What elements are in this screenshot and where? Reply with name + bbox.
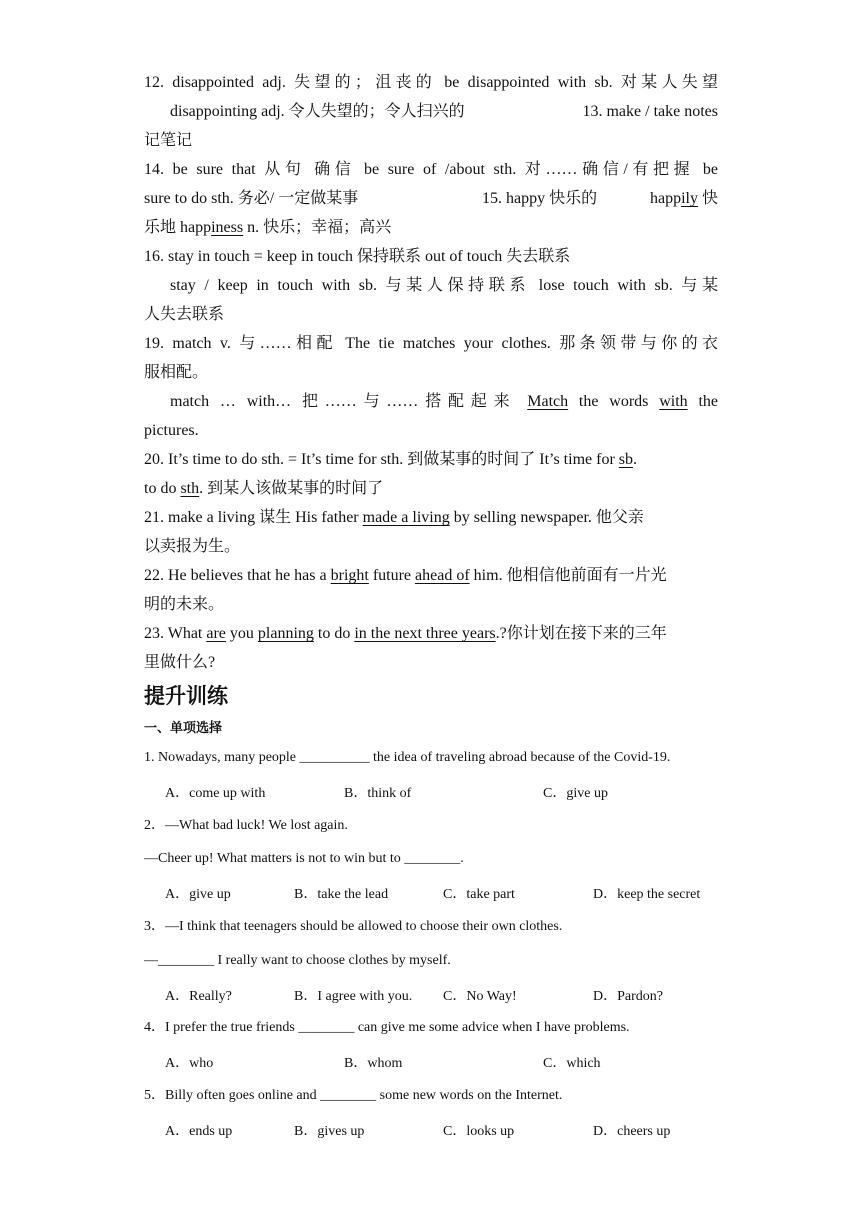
- note-line-16c: 人失去联系: [144, 306, 225, 323]
- note-line-19: 19. match v. 与……相配 The tie matches your clothes. 那条领带与你的衣: [144, 335, 718, 352]
- question-4-stem: 4．I prefer the true friends ________ can give me some advice when I have problems.: [144, 1020, 630, 1035]
- question-4-option-c[interactable]: C．which: [543, 1056, 601, 1071]
- note-line-16: 16. stay in touch = keep in touch 保持联系 out of touch 失去联系: [144, 248, 571, 265]
- note-line-23: 23. What are you planning to do in the next three years.?你计划在接下来的三年: [144, 625, 667, 642]
- question-3-option-c[interactable]: C．No Way!: [443, 989, 517, 1004]
- question-2-option-a[interactable]: A．give up: [165, 887, 231, 902]
- question-5-option-c[interactable]: C．looks up: [443, 1124, 515, 1139]
- question-2-stem: 2．—What bad luck! We lost again.: [144, 818, 348, 833]
- note-line-21: 21. make a living 谋生 His father made a living by selling newspaper. 他父亲: [144, 509, 644, 526]
- note-line-22b: 明的未来。: [144, 596, 225, 613]
- question-1-option-c[interactable]: C．give up: [543, 786, 608, 801]
- question-1-option-a[interactable]: A．come up with: [165, 786, 266, 801]
- note-line-12: 12. disappointed adj. 失望的；沮丧的 be disappointed with sb. 对某人失望: [144, 74, 718, 91]
- note-line-20: 20. It’s time to do sth. = It’s time for sth. 到做某事的时间了 It’s time for sb.: [144, 451, 638, 468]
- note-line-23b: 里做什么?: [144, 654, 216, 671]
- subsection-title: 一、单项选择: [144, 721, 223, 736]
- question-3-stem: 3．—I think that teenagers should be allowed to choose their own clothes.: [144, 919, 563, 934]
- question-2-option-d[interactable]: D．keep the secret: [593, 887, 701, 902]
- question-3-stem-reply: —________ I really want to choose clothes by myself.: [144, 953, 451, 968]
- note-line-14: 14. be sure that 从句 确信 be sure of /about sth. 对……确信/有把握 be: [144, 161, 718, 178]
- question-2-option-c[interactable]: C．take part: [443, 887, 515, 902]
- note-line-19b: 服相配。: [144, 364, 209, 381]
- question-5-option-b[interactable]: B．gives up: [294, 1124, 365, 1139]
- question-5-option-d[interactable]: D．cheers up: [593, 1124, 671, 1139]
- worksheet-page: 12. disappointed adj. 失望的；沮丧的 be disappointed with sb. 对某人失望 disappointing adj. 令人失望的；令人扫兴的 13. make / take notes 记笔记 14. be sure that 从句 确信 be sure of /about sth. 对……确信/有把握 be sure to do sth. 务必/ 一定做某事 15. happy 快乐的 happily 快 乐地 happiness n. 快乐；幸福；高兴 16. stay in touch = keep in touch 保持联系 out of touch 失去联系 stay / keep in touch with sb. 与某人保持联系 lose touch with sb. 与某 人失去联系 19. match v. 与……相配 The tie matches your clothes. 那条领带与你的衣 服相配。 match … with… 把……与……搭配起来 Match the words with the pictures. 20. It’s time to do sth. = It’s time for sth. 到做某事的时间了 It’s time for sb. to do sth. 到某人该做某事的时间了 21. make a living 谋生 His father made a living by selling newspaper. 他父亲 以卖报为生。 22. He believes that he has a bright future ahead of him. 他相信他前面有一片光 明的未来。 23. What are you planning to do in the next three years.?你计划在接下来的三年 里做什么? 提升训练 一、单项选择 1. Nowadays, many people __________ the idea of traveling abroad because of the Covid-19. A．come up with B．think of C．give up 2．—What bad luck! We lost again. —Cheer up! What matters is not to win but to ________. A．give up B．take the lead C．take part D．keep the secret 3．—I think that teenagers should be allowed to choose their own clothes. —________ I really want to choose clothes by myself. A．Really? B．I agree with you. C．No Way! D．Pardon? 4．I prefer the true friends ________ can give me some advice when I have problems. A．who B．whom C．which 5．Billy often goes online and ________ some new words on the Internet. A．ends up B．gives up C．looks up D．cheers up: [144, 74, 719, 1139]
- question-4-option-b[interactable]: B．whom: [344, 1056, 403, 1071]
- question-5-option-a[interactable]: A．ends up: [165, 1124, 233, 1139]
- question-4-option-a[interactable]: A．who: [165, 1056, 214, 1071]
- note-line-20b: to do sth. 到某人该做某事的时间了: [144, 480, 384, 497]
- question-2-option-b[interactable]: B．take the lead: [294, 887, 389, 902]
- question-3-option-b[interactable]: B．I agree with you.: [294, 989, 413, 1004]
- question-3-option-a[interactable]: A．Really?: [165, 989, 232, 1004]
- note-line-21b: 以卖报为生。: [144, 538, 241, 555]
- question-2-stem-reply: —Cheer up! What matters is not to win but to ________.: [144, 851, 464, 866]
- question-5-stem: 5．Billy often goes online and ________ some new words on the Internet.: [144, 1088, 563, 1103]
- question-3-option-d[interactable]: D．Pardon?: [593, 989, 663, 1004]
- question-1-stem: 1. Nowadays, many people __________ the idea of traveling abroad because of the Covid-19.: [144, 750, 671, 765]
- note-line-19c: match … with… 把……与……搭配起来 Match the words with the: [170, 393, 719, 410]
- note-line-16b: stay / keep in touch with sb. 与某人保持联系 lose touch with sb. 与某: [170, 277, 718, 294]
- question-1-option-b[interactable]: B．think of: [344, 786, 412, 801]
- note-line-15: 乐地 happiness n. 快乐；幸福；高兴: [144, 219, 392, 236]
- note-line-13: 记笔记: [144, 132, 193, 149]
- section-title: 提升训练: [144, 684, 228, 708]
- note-line-19d: pictures.: [144, 422, 199, 439]
- note-line-22: 22. He believes that he has a bright future ahead of him. 他相信他前面有一片光: [144, 567, 667, 584]
